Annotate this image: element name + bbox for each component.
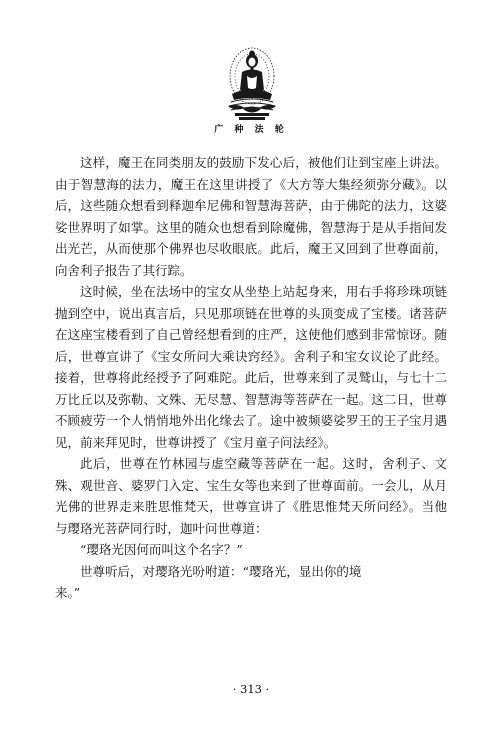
paragraph: 这时候，坐在法场中的宝女从坐垫上站起身来，用右手将珍珠项链抛到空中，说出真言后，只见那项链在世尊的头顶变成了宝楼。诸菩萨在这座宝楼看到了自己曾经想看到的庄严，这使他们感到非常惊讶。随后，世尊宣讲了《宝女所问大乘诀窍经》。舍利子和宝女议论了此经。接着，世尊将此经授予了阿难陀。此后，世尊来到了灵鹫山，与七十二万比丘以及弥勒、文殊、无尽慧、智慧海等菩萨在一起。这二日，世尊不顾疲劳一个人悄悄地外出化缘去了。途中被频婆娑罗王的王子宝月遇见，前来拜见时，世尊讲授了《宝月童子问法经》。 <box>55 284 447 450</box>
paragraph: 此后，世尊在竹林园与虚空藏等菩萨在一起。这时，舍利子、文殊、观世音、婆罗门入定、宝生女等也来到了世尊面前。一会儿，从月光佛的世界走来胜思惟梵天，世尊宣讲了《胜思惟梵天所问经》。当他与璎珞光菩萨同行时，迦叶问世尊道： <box>55 456 447 536</box>
seated-buddha-icon <box>223 46 281 122</box>
paragraph: 世尊听后，对璎珞光吩咐道：“璎珞光，显出你的境 <box>80 563 362 579</box>
paragraph: “璎珞光因何而叫这个名字？” <box>80 542 243 557</box>
paragraph: 这样，魔王在同类朋友的鼓励下发心后，被他们让到宝座上讲法。由于智慧海的法力，魔王在这里讲授了《大方等大集经须弥分藏》。以后，这些随众想看到释迦牟尼佛和智慧海菩萨，由于佛陀的法力，这婆娑世界明了如掌。这里的随众也想看到除魔佛，智慧海于是从手指间发出光芒，从而使那个佛界也尽收眼底。此后，魔王又回到了世尊面前，向舍利子报告了其行踪。 <box>55 155 447 278</box>
paragraph-continuation: 来。” <box>55 585 81 600</box>
body-text <box>55 152 447 604</box>
page-number: · 313 · <box>232 682 270 696</box>
running-header: 广 种 法 轮 <box>214 125 288 135</box>
